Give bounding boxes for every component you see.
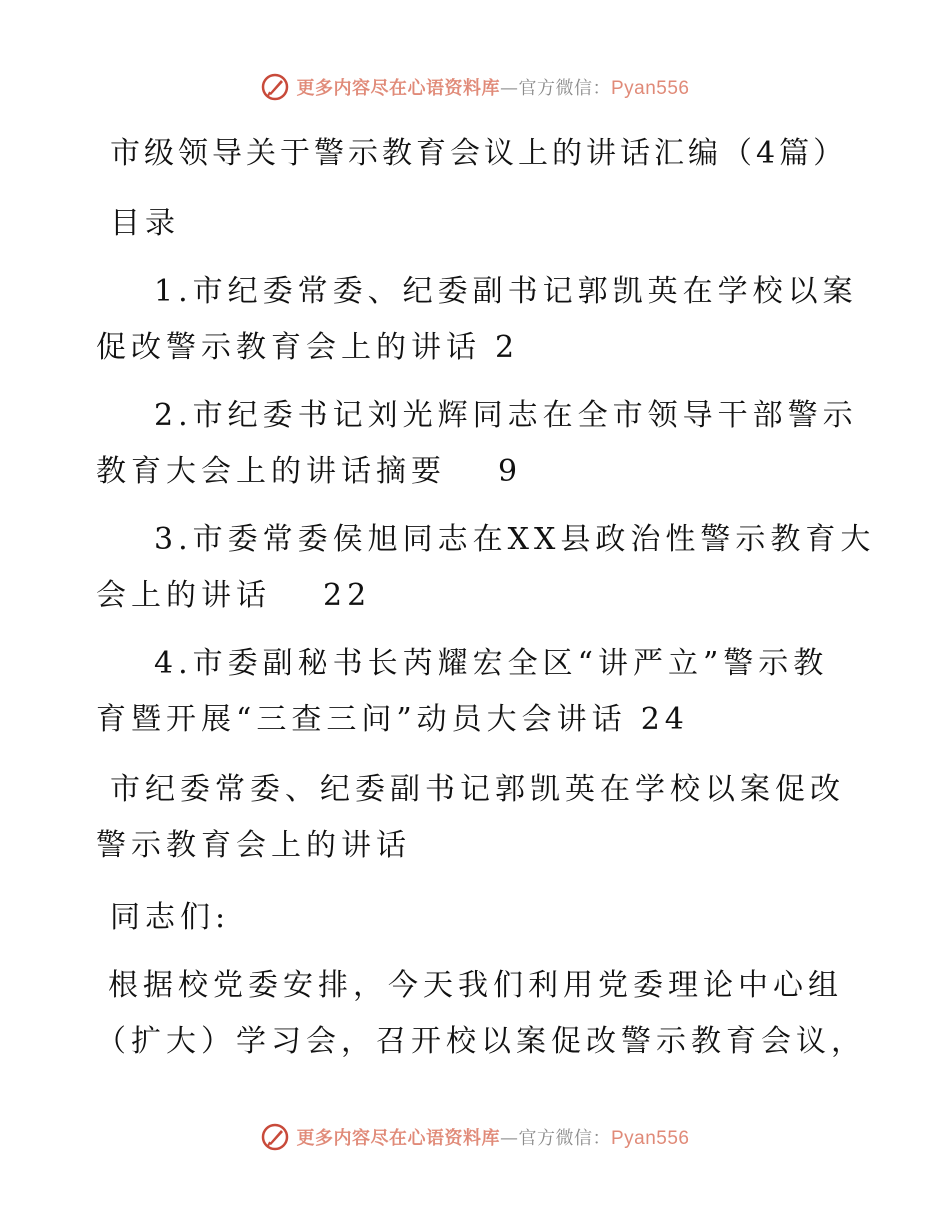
paragraph-line: 根据校党委安排，今天我们利用党委理论中心组 <box>108 968 843 1003</box>
toc-item-line: 1.市纪委常委、纪委副书记郭凯英在学校以案 <box>154 274 858 309</box>
paragraph-line: （扩大）学习会，召开校以案促改警示教育会议， <box>96 1024 866 1059</box>
section-heading <box>96 762 856 874</box>
toc-item-3[interactable] <box>96 512 876 624</box>
toc-item-line: 3.市委常委侯旭同志在XX县政治性警示教育大 <box>154 522 876 557</box>
toc-item-line: 教育大会上的讲话摘要 <box>96 454 446 489</box>
toc-page-number: 24 <box>640 702 689 737</box>
watermark-brand: 更多内容尽在心语资料库 <box>296 1128 500 1149</box>
document-title: 市级领导关于警示教育会议上的讲话汇编（4篇） <box>110 136 848 171</box>
toc-item-line: 育暨开展“三查三问”动员大会讲话 <box>96 702 627 737</box>
watermark-top <box>0 72 950 102</box>
toc-item-2[interactable] <box>96 388 856 500</box>
document-body <box>96 120 876 1070</box>
salutation: 同志们: <box>110 900 231 935</box>
quill-logo-icon <box>260 1122 290 1152</box>
watermark-text <box>296 1124 689 1150</box>
section-heading-line: 警示教育会上的讲话 <box>96 828 411 863</box>
watermark-bottom <box>0 1122 950 1152</box>
toc-item-line: 2.市纪委书记刘光辉同志在全市领导干部警示 <box>154 398 858 433</box>
watermark-id: Pyan556 <box>610 78 690 99</box>
quill-logo-icon <box>260 72 290 102</box>
watermark-label: 官方微信： <box>518 78 611 99</box>
watermark-separator: — <box>499 78 519 99</box>
watermark-brand: 更多内容尽在心语资料库 <box>296 78 500 99</box>
toc-item-4[interactable] <box>96 636 856 748</box>
toc-page-number: 2 <box>495 330 520 365</box>
toc-item-line: 促改警示教育会上的讲话 <box>96 330 481 365</box>
watermark-label: 官方微信： <box>518 1128 611 1149</box>
toc-item-line: 会上的讲话 <box>96 578 271 613</box>
watermark-text <box>296 74 689 100</box>
toc-item-1[interactable] <box>96 264 856 376</box>
toc-page-number: 9 <box>498 454 523 489</box>
toc-heading: 目录 <box>110 206 180 241</box>
toc-item-line: 4.市委副秘书长芮耀宏全区“讲严立”警示教 <box>154 646 829 681</box>
section-heading-line: 市纪委常委、纪委副书记郭凯英在学校以案促改 <box>110 772 845 807</box>
toc-page-number: 22 <box>323 578 372 613</box>
watermark-id: Pyan556 <box>610 1128 690 1149</box>
body-paragraph <box>96 958 866 1070</box>
watermark-separator: — <box>499 1128 519 1149</box>
